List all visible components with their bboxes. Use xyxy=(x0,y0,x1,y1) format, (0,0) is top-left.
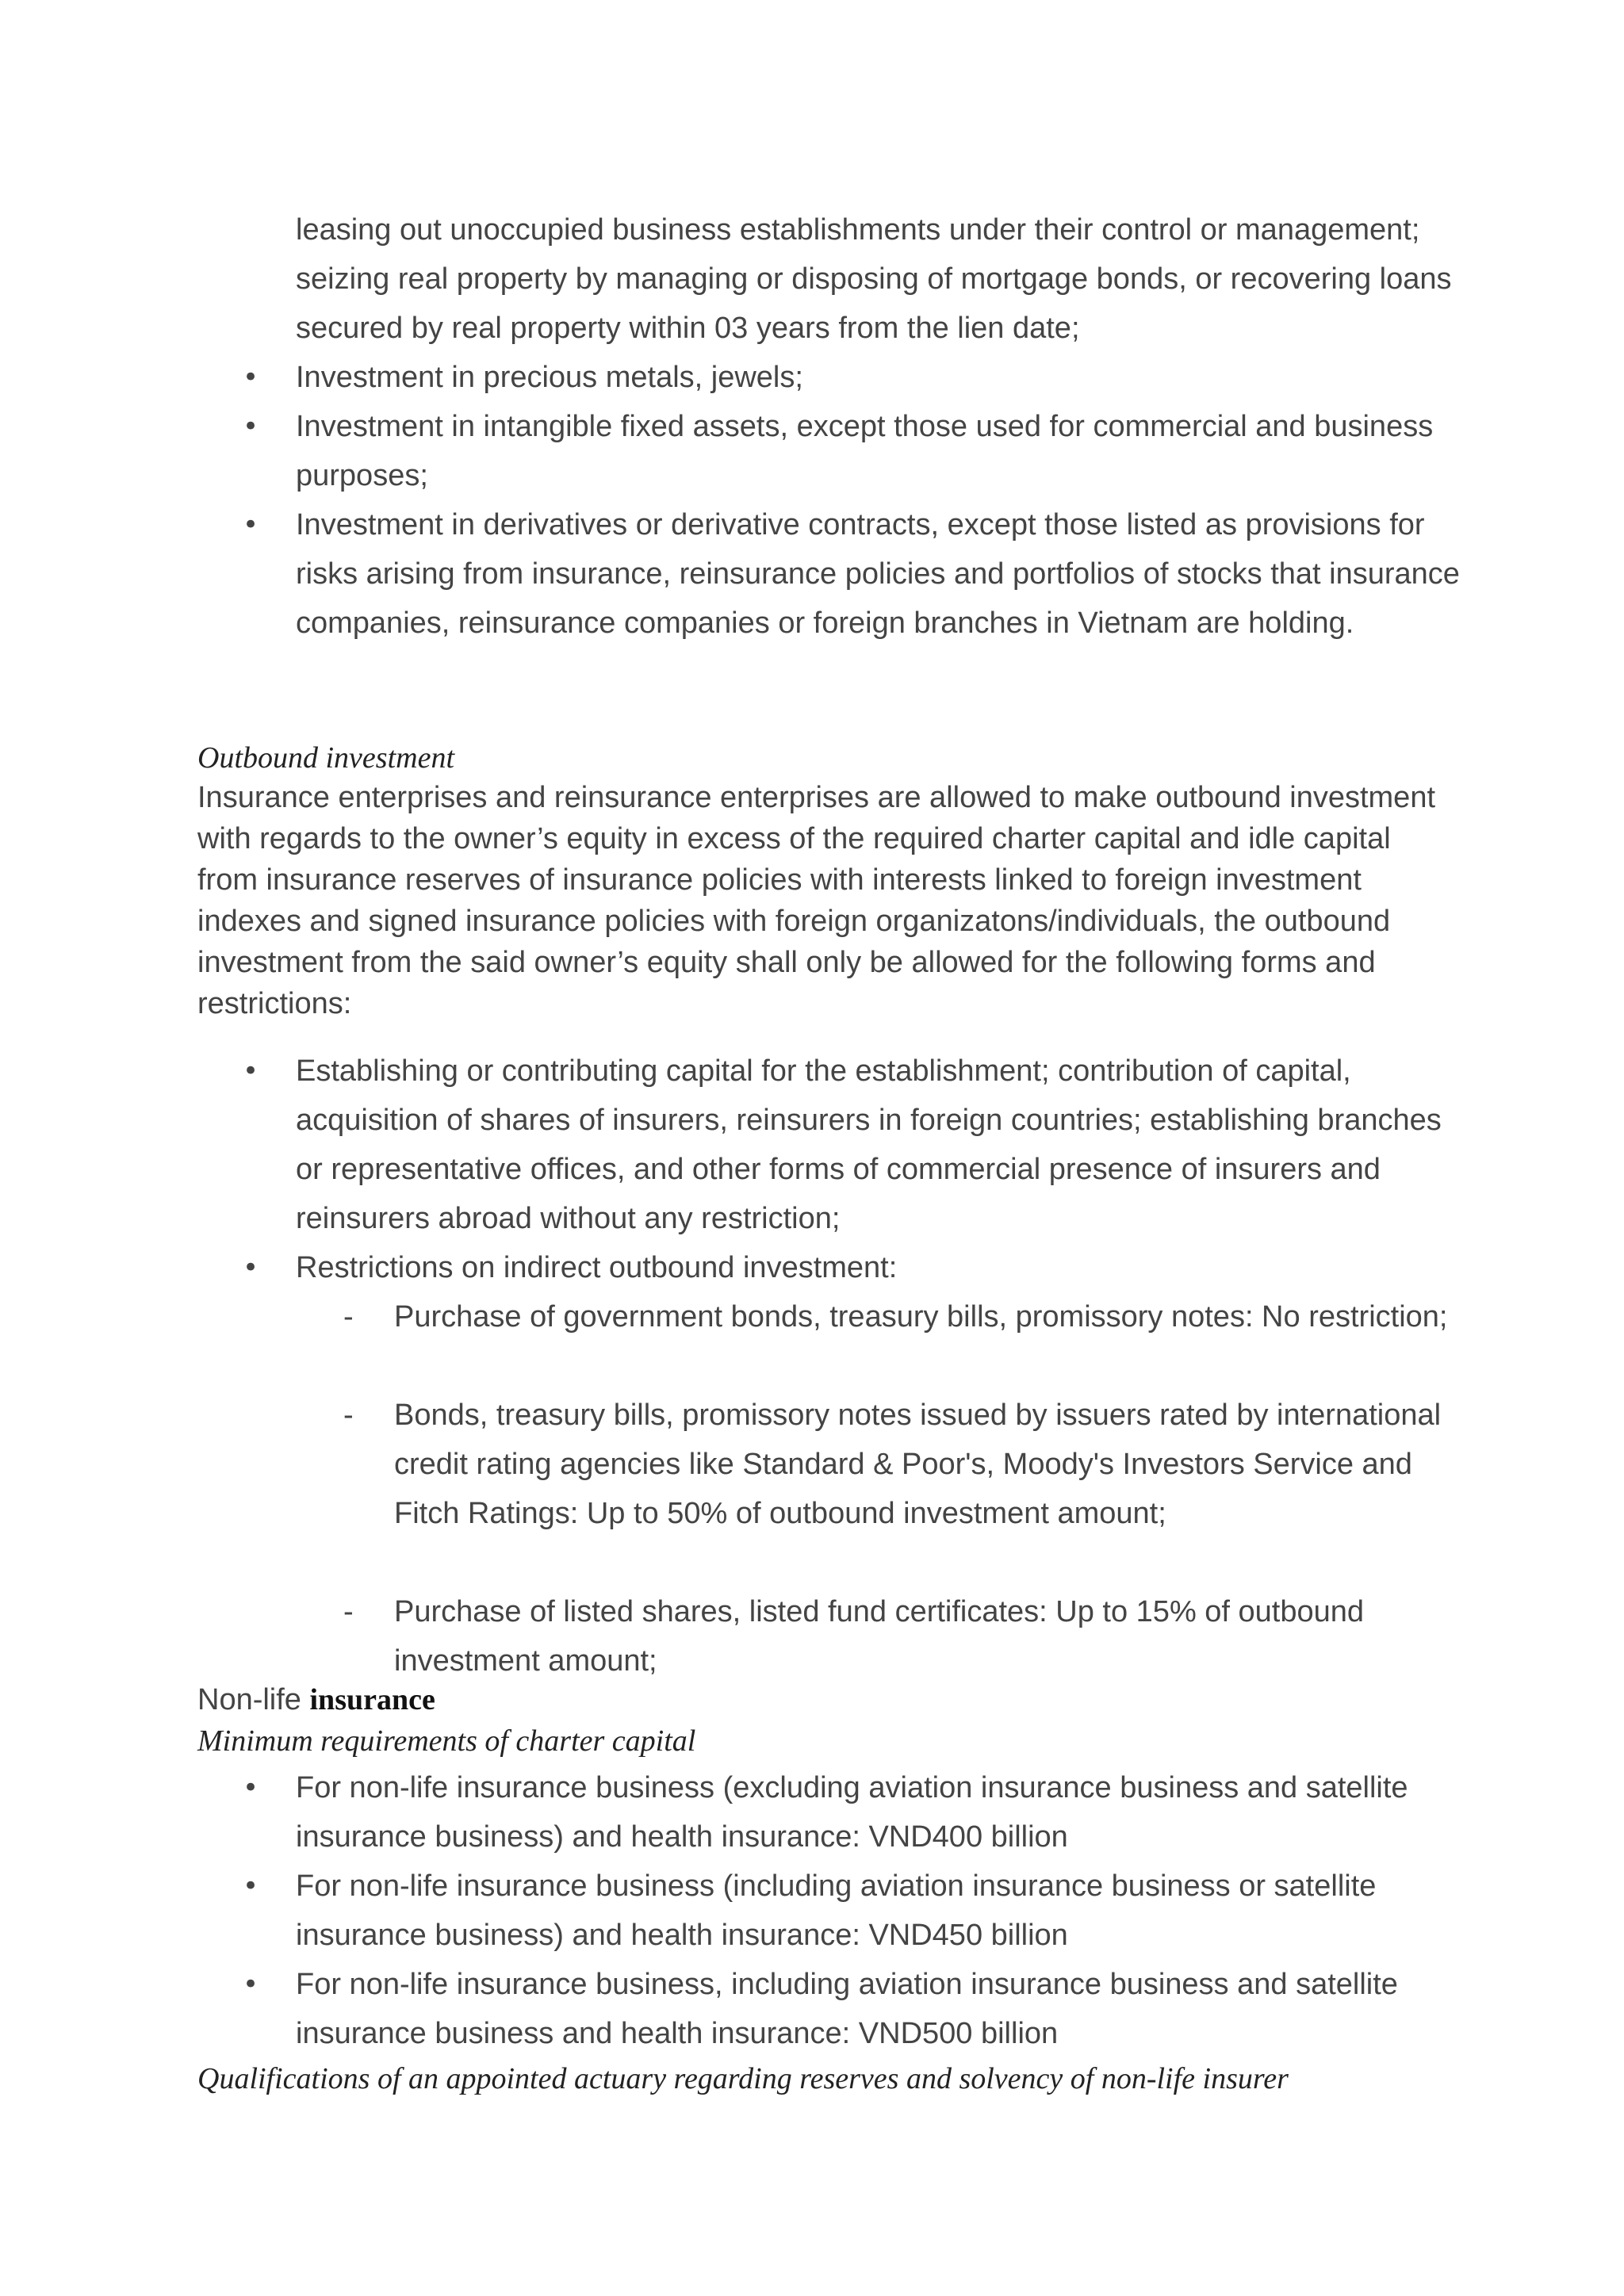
outbound-sub-item: Bonds, treasury bills, promissory notes issued by issuers rated by international credit rating agencies like Standard & Poor's, Moody's Investors Service and Fitch Ratings: Up to 50% of outbound investment amount; xyxy=(394,1399,1442,1530)
capital-item: For non-life insurance business (including aviation insurance business or satellite insurance business) and health insurance: VND450 billion xyxy=(296,1869,1377,1952)
nonlife-title xyxy=(197,1679,435,1720)
outbound-item: Restrictions on indirect outbound investment: xyxy=(296,1251,898,1284)
bullet-glyph: • xyxy=(243,509,259,541)
bullet-glyph: • xyxy=(243,1772,259,1804)
restricted-item: Investment in derivatives or derivative contracts, except those listed as provisions for risks arising from insurance, reinsurance policies and portfolios of stocks that insurance companies, reinsurance companies or foreign branches in Vietnam are holding. xyxy=(296,508,1460,640)
dash-glyph: - xyxy=(343,1399,354,1432)
dash-glyph: - xyxy=(343,1300,354,1334)
outbound-sub-item: Purchase of listed shares, listed fund certificates: Up to 15% of outbound investment amount; xyxy=(394,1595,1365,1678)
bullet-glyph: • xyxy=(243,362,259,393)
bullet-glyph: • xyxy=(243,1252,259,1284)
outbound-heading: Outbound investment xyxy=(197,741,455,775)
bullet-glyph: • xyxy=(243,411,259,442)
outbound-paragraph: Insurance enterprises and reinsurance enterprises are allowed to make outbound investment with regards to the owner’s equity in excess of the required charter capital and idle capital from insurance reserves of insurance policies with interests linked to foreign investment indexes and signed insurance policies with foreign organizatons/individuals, the outbound investment from the said owner’s equity shall only be allowed for the following forms and restrictions: xyxy=(197,781,1436,1020)
dash-glyph: - xyxy=(343,1595,354,1628)
capital-item: For non-life insurance business, including aviation insurance business and satellite insurance business and health insurance: VND500 billion xyxy=(296,1968,1398,2050)
outbound-sub-item: Purchase of government bonds, treasury bills, promissory notes: No restriction; xyxy=(394,1300,1448,1334)
nonlife-title-plain: Non-life xyxy=(197,1683,310,1716)
bullet-glyph: • xyxy=(243,1969,259,2000)
continuation-text: leasing out unoccupied business establishments under their control or management; seizing real property by managing or disposing of mortgage bonds, or recovering loans secured by real property within 03 years from the lien date; xyxy=(296,213,1452,345)
actuary-heading: Qualifications of an appointed actuary regarding reserves and solvency of non-life insurer xyxy=(197,2062,1289,2095)
bullet-glyph: • xyxy=(243,1055,259,1087)
outbound-item: Establishing or contributing capital for the establishment; contribution of capital, acquisition of shares of insurers, reinsurers in foreign countries; establishing branches or representative offices, and other forms of commercial presence of insurers and reinsurers abroad without any restriction; xyxy=(296,1054,1442,1235)
bullet-glyph: • xyxy=(243,1870,259,1902)
restricted-item: Investment in precious metals, jewels; xyxy=(296,361,803,394)
capital-item: For non-life insurance business (excluding aviation insurance business and satellite insurance business) and health insurance: VND400 billion xyxy=(296,1771,1408,1854)
capital-heading: Minimum requirements of charter capital xyxy=(197,1724,696,1758)
nonlife-title-bold: insurance xyxy=(309,1683,435,1716)
restricted-item: Investment in intangible fixed assets, except those used for commercial and business purposes; xyxy=(296,410,1434,492)
